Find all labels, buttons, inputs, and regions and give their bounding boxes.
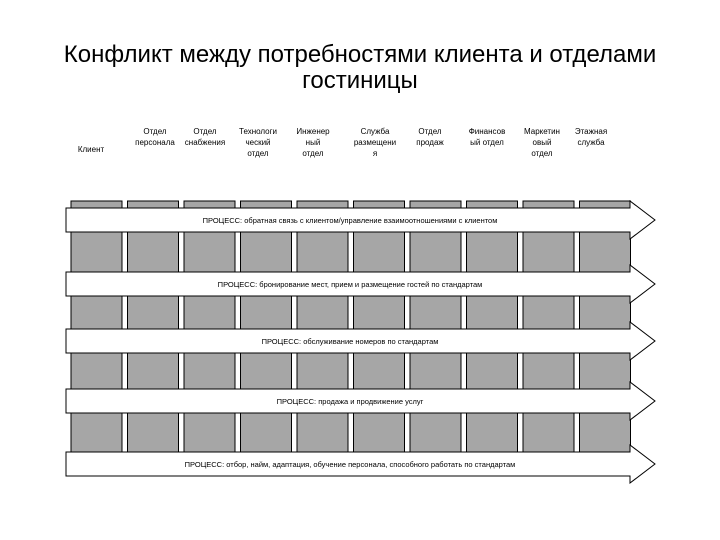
- department-header-line: персонала: [135, 138, 175, 147]
- department-column-segment: [354, 232, 405, 272]
- department-column-segment: [241, 201, 292, 208]
- department-column-segment: [184, 296, 235, 329]
- department-column-segment: [580, 201, 631, 208]
- department-header: [185, 127, 225, 147]
- department-header-line: Инженер: [296, 127, 330, 136]
- department-column-segment: [297, 201, 348, 208]
- column-headers: [78, 127, 607, 158]
- department-column-segment: [410, 353, 461, 389]
- department-header: [416, 127, 444, 147]
- department-header: [354, 127, 396, 158]
- department-header-line: продаж: [416, 138, 444, 147]
- department-column-segment: [241, 413, 292, 452]
- department-column-segment: [580, 353, 631, 389]
- department-column-segment: [580, 413, 631, 452]
- department-header-line: Этажная: [574, 127, 608, 136]
- department-column-segment: [467, 353, 518, 389]
- department-column-segment: [467, 413, 518, 452]
- department-column-segment: [523, 353, 574, 389]
- process-label: ПРОЦЕСС: обратная связь с клиентом/управление взаимоотношениями с клиентом: [202, 216, 498, 225]
- department-header: [239, 127, 277, 158]
- department-column-segment: [354, 353, 405, 389]
- client-column-segment: [71, 296, 122, 329]
- department-column-segment: [128, 296, 179, 329]
- department-header-line: отдел: [302, 149, 324, 158]
- department-column-segment: [297, 232, 348, 272]
- department-header-line: Финансов: [468, 127, 506, 136]
- department-header-line: Служба: [360, 127, 390, 136]
- department-column-segment: [523, 296, 574, 329]
- client-column-segment: [71, 232, 122, 272]
- client-header: Клиент: [77, 145, 105, 154]
- department-header-line: Отдел: [143, 127, 167, 136]
- department-column-segment: [128, 353, 179, 389]
- department-column-segment: [184, 353, 235, 389]
- department-column-segment: [297, 413, 348, 452]
- department-header-line: ческий: [245, 138, 271, 147]
- department-column-segment: [184, 201, 235, 208]
- department-header: [296, 127, 330, 158]
- department-column-segment: [580, 296, 631, 329]
- department-column-segment: [241, 296, 292, 329]
- department-header-line: отдел: [531, 149, 553, 158]
- department-column-segment: [523, 201, 574, 208]
- department-header: [135, 127, 175, 147]
- process-label: ПРОЦЕСС: бронирование мест, прием и размещение гостей по стандартам: [217, 280, 483, 289]
- department-header-line: служба: [577, 138, 605, 147]
- process-label: ПРОЦЕСС: обслуживание номеров по стандартам: [261, 337, 439, 346]
- department-column-segment: [128, 413, 179, 452]
- process-label: ПРОЦЕСС: продажа и продвижение услуг: [276, 397, 424, 406]
- department-header-line: отдел: [247, 149, 269, 158]
- department-column-segment: [128, 201, 179, 208]
- department-header-line: размещени: [353, 138, 397, 147]
- department-column-segment: [410, 232, 461, 272]
- department-column-segment: [523, 232, 574, 272]
- department-header-line: Отдел: [193, 127, 217, 136]
- department-column-segment: [580, 232, 631, 272]
- department-column-segment: [297, 353, 348, 389]
- department-column-segment: [241, 232, 292, 272]
- department-column-segment: [523, 413, 574, 452]
- department-column-segment: [128, 232, 179, 272]
- department-header-line: Маркетин: [524, 127, 560, 136]
- page-title: Конфликт между потребностями клиента и отделами гостиницы: [63, 41, 657, 94]
- department-column-segment: [184, 413, 235, 452]
- department-column-segment: [354, 201, 405, 208]
- department-column-segment: [467, 296, 518, 329]
- department-header-line: снабжения: [184, 138, 226, 147]
- department-column-segment: [354, 296, 405, 329]
- client-column-segment: [71, 413, 122, 452]
- department-header-line: ый отдел: [470, 138, 504, 147]
- department-column-segment: [184, 232, 235, 272]
- department-header-line: Отдел: [418, 127, 442, 136]
- department-header: [469, 127, 506, 147]
- department-column-segment: [354, 413, 405, 452]
- department-column-segment: [467, 232, 518, 272]
- department-header: [575, 127, 607, 147]
- department-header-line: овый: [532, 138, 552, 147]
- process-label: ПРОЦЕСС: отбор, найм, адаптация, обучение персонала, способного работать по стандартам: [184, 460, 516, 469]
- department-column-segment: [410, 201, 461, 208]
- department-column-segment: [410, 296, 461, 329]
- department-header-line: ный: [305, 138, 321, 147]
- client-column-segment: [71, 201, 122, 208]
- department-columns: [71, 201, 631, 452]
- department-column-segment: [297, 296, 348, 329]
- department-header-line: Технологи: [239, 127, 277, 136]
- department-header-line: я: [372, 149, 378, 158]
- department-header: [524, 127, 560, 158]
- department-column-segment: [467, 201, 518, 208]
- department-column-segment: [410, 413, 461, 452]
- client-column-segment: [71, 353, 122, 389]
- department-column-segment: [241, 353, 292, 389]
